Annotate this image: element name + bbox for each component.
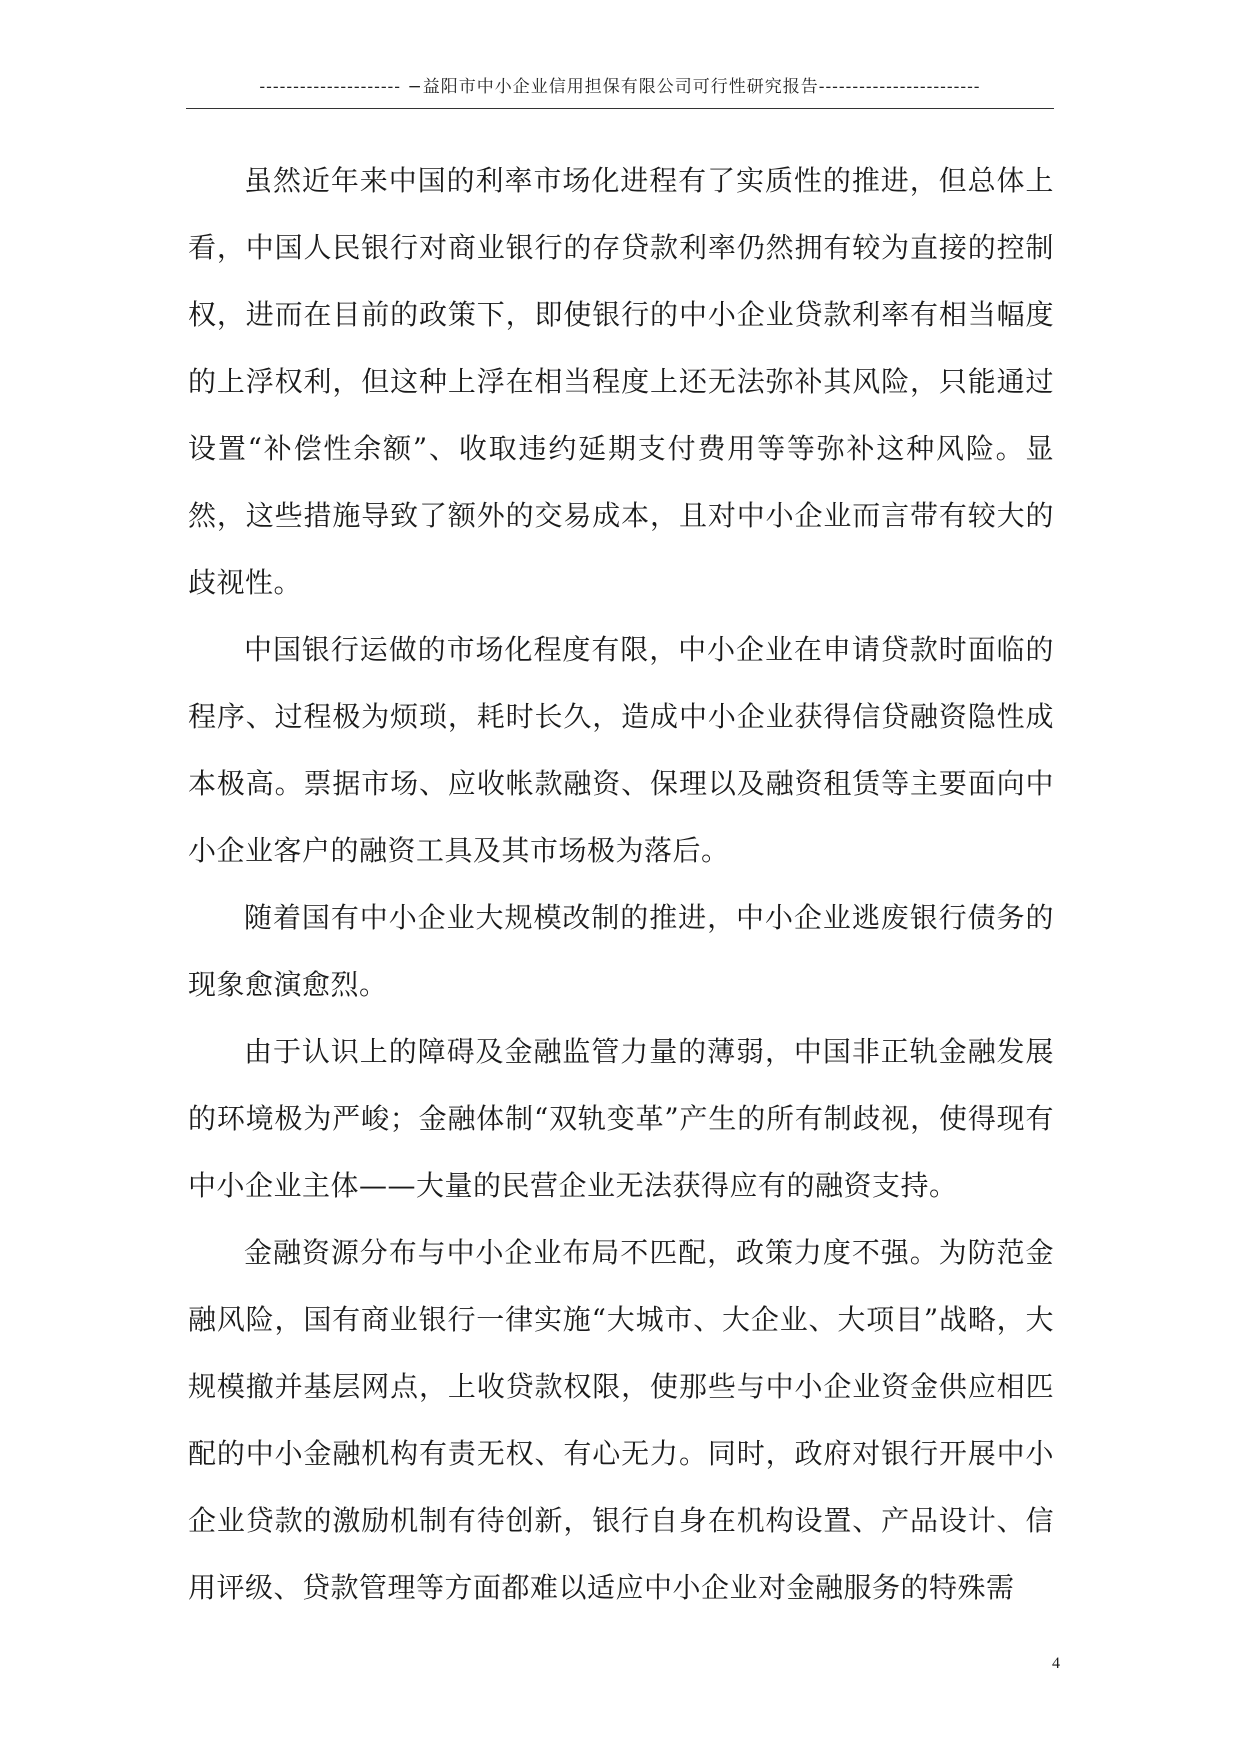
header-rule [186,108,1054,109]
paragraph: 随着国有中小企业大规模改制的推进，中小企业逃废银行债务的现象愈演愈烈。 [188,901,1054,1001]
paragraph: 虽然近年来中国的利率市场化进程有了实质性的推进，但总体上看，中国人民银行对商业银行的存贷款利率仍然拥有较为直接的控制权，进而在目前的政策下，即使银行的中小企业贷款利率有相当幅度的上浮权利，但这种上浮在相当程度上还无法弥补其风险，只能通过设置“补偿性余额”、收取违约延期支付费用等等弥补这种风险。显然，这些措施导致了额外的交易成本，且对中小企业而言带有较大的歧视性。 [188,164,1054,599]
document-body [188,147,1054,1621]
paragraph: 中国银行运做的市场化程度有限，中小企业在申请贷款时面临的程序、过程极为烦琐，耗时长久，造成中小企业获得信贷融资隐性成本极高。票据市场、应收帐款融资、保理以及融资租赁等主要面向中小企业客户的融资工具及其市场极为落后。 [188,633,1054,867]
paragraph: 金融资源分布与中小企业布局不匹配，政策力度不强。为防范金融风险，国有商业银行一律实施“大城市、大企业、大项目”战略，大规模撤并基层网点，上收贷款权限，使那些与中小企业资金供应相匹配的中小金融机构有责无权、有心无力。同时，政府对银行开展中小企业贷款的激励机制有待创新，银行自身在机构设置、产品设计、信用评级、贷款管理等方面都难以适应中小企业对金融服务的特殊需 [188,1236,1054,1604]
page-header [186,72,1054,112]
header-title: --------------------- −益阳市中小企业信用担保有限公司可行性研究报告------------------------ [259,77,981,97]
page-number: 4 [1052,1655,1060,1672]
paragraph: 由于认识上的障碍及金融监管力量的薄弱，中国非正轨金融发展的环境极为严峻；金融体制“双轨变革”产生的所有制歧视，使得现有中小企业主体——大量的民营企业无法获得应有的融资支持。 [188,1035,1054,1202]
